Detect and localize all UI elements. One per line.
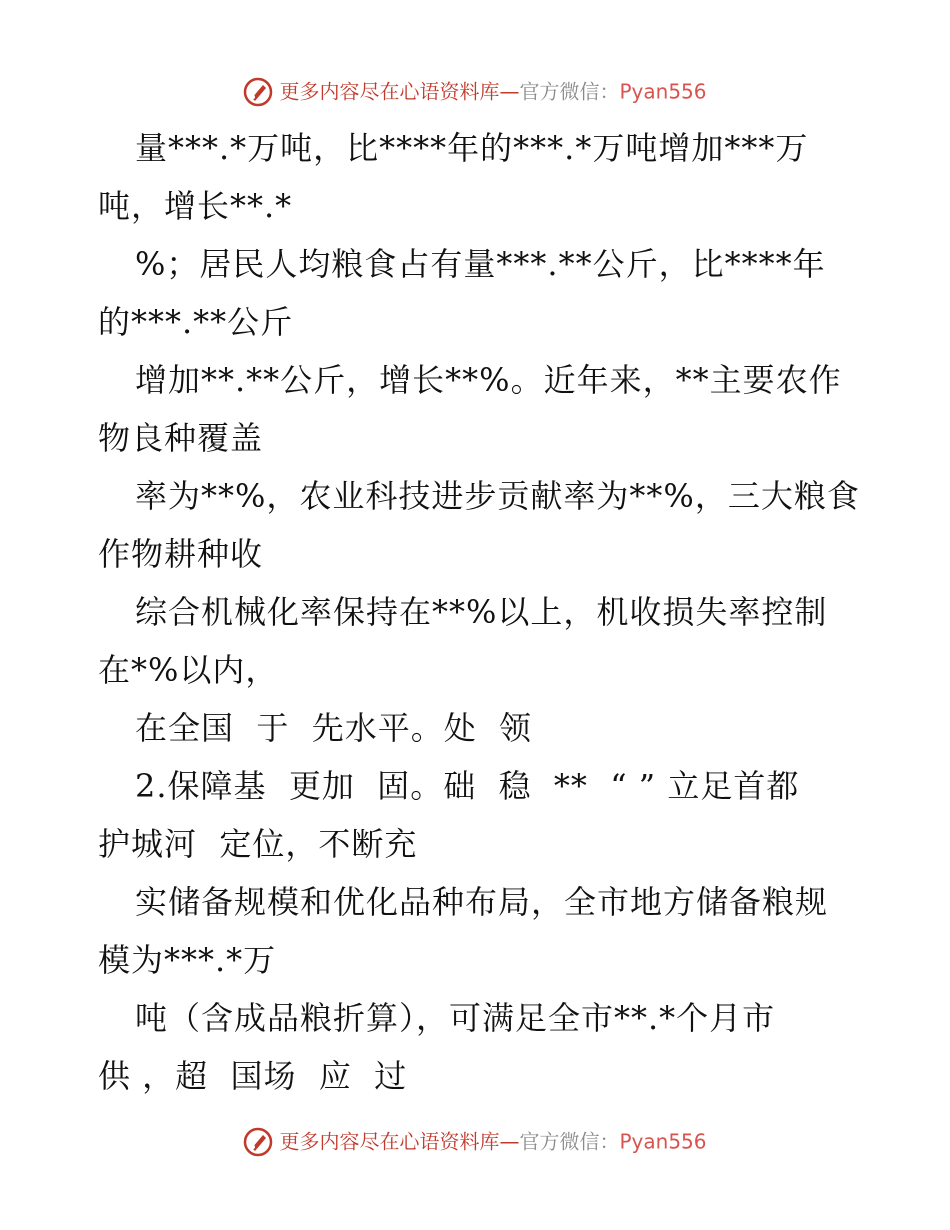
pen-logo-icon: [243, 1127, 273, 1157]
text-line: 模为***.*万: [98, 941, 277, 979]
text-line: 量***.*万吨，比****年的***.*万吨增加***万: [135, 129, 809, 167]
text-line: 实储备规模和优化品种布局，全市地方储备粮规: [135, 883, 829, 921]
header-watermark: [0, 75, 950, 107]
text-line: 的***.**公斤: [98, 303, 294, 341]
text-line: 增加**.**公斤，增长**%。近年来，**主要农作: [135, 361, 842, 399]
text-line: 吨（含成品粮折算），可满足全市**.*个月市: [135, 999, 776, 1037]
text-line: 综合机械化率保持在**%以上，机收损失率控制: [135, 593, 828, 631]
text-line: 护城河 定位，不断充: [98, 825, 418, 863]
watermark-text: 更多内容尽在心语资料库: [279, 79, 500, 104]
text-line: 供 ，超 国场 应 过: [98, 1057, 408, 1095]
watermark-dash: —: [499, 1129, 520, 1154]
watermark-text: 更多内容尽在心语资料库: [279, 1129, 500, 1154]
footer-watermark: [0, 1125, 950, 1157]
text-line: 在全国 于 先水平。处 领: [135, 709, 533, 747]
text-line: 率为**%，农业科技进步贡献率为**%，三大粮食: [135, 477, 860, 515]
watermark-official-label: 官方微信：: [519, 1129, 620, 1154]
text-line: %；居民人均粮食占有量***.**公斤，比****年: [135, 245, 826, 283]
text-line: 在*%以内，: [98, 651, 279, 689]
watermark-dash: —: [499, 79, 520, 104]
text-line: 2.保障基 更加 固。础 稳 ** “ ” 立足首都: [135, 767, 800, 805]
watermark-official-label: 官方微信：: [519, 79, 620, 104]
pen-logo-icon: [243, 77, 273, 107]
text-line: 物良种覆盖: [98, 419, 264, 457]
watermark-handle: Pyan556: [619, 79, 707, 104]
text-line: 吨，增长**.*: [98, 187, 293, 225]
watermark-handle: Pyan556: [619, 1129, 707, 1154]
text-line: 作物耕种收: [98, 535, 264, 573]
